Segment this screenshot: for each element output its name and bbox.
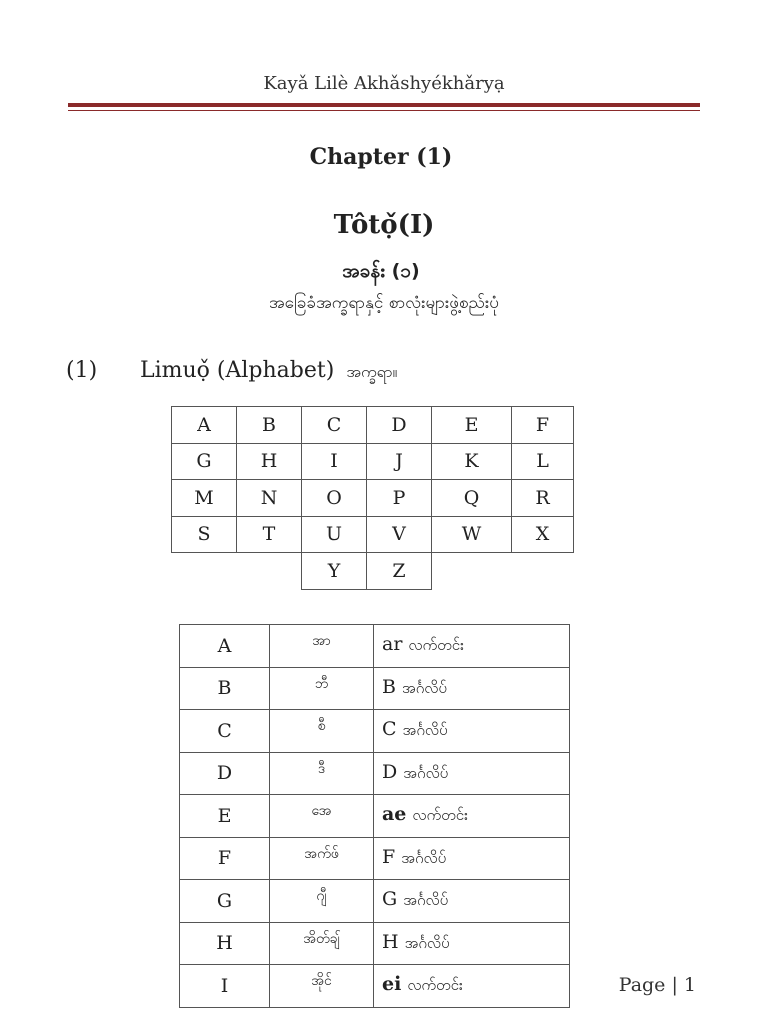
alphabet-cell: Q [432,480,512,517]
sound-note: အင်္ဂလိပ် [401,678,447,697]
alphabet-row [172,443,574,480]
sound-note: အင်္ဂလိပ် [403,763,449,782]
myanmar-heading: အခန်း (၁) [342,260,420,282]
page-number: Page | 1 [618,974,696,996]
alphabet-table [171,406,574,590]
alphabet-cell: H [237,443,302,480]
letter-cell: G [180,880,270,923]
alphabet-cell: D [367,407,432,444]
pronunciation-row [180,625,570,668]
alphabet-cell: V [367,516,432,553]
letter-cell: C [180,710,270,753]
sound-note: အင်္ဂလိပ် [403,891,449,910]
sound-latin: H [382,930,399,953]
myanmar-name-cell: ဘီ [270,667,374,710]
chapter-title: Chapter (1) [309,144,453,170]
alphabet-cell: G [172,443,237,480]
sound-cell [374,795,570,838]
alphabet-cell: T [237,516,302,553]
alphabet-row [172,480,574,517]
sound-cell [374,710,570,753]
alphabet-cell: U [302,516,367,553]
pronunciation-row [180,965,570,1008]
sound-latin: G [382,888,398,911]
pronunciation-row [180,710,570,753]
sound-note: လက်တင်း [407,976,463,995]
letter-cell: H [180,922,270,965]
alphabet-cell: S [172,516,237,553]
alphabet-row [172,407,574,444]
sound-latin: B [382,675,396,698]
pronunciation-row [180,752,570,795]
sound-cell [374,837,570,880]
section-number: (1) [66,358,98,383]
alphabet-cell: O [302,480,367,517]
letter-cell: E [180,795,270,838]
alphabet-cell: B [237,407,302,444]
myanmar-name-cell: အိုင် [270,965,374,1008]
alphabet-cell: N [237,480,302,517]
sound-cell [374,880,570,923]
myanmar-name-cell: အေ [270,795,374,838]
lesson-title: Tôtọ̌(I) [333,210,435,240]
myanmar-name-cell: အက်ဖ် [270,837,374,880]
alphabet-cell: C [302,407,367,444]
pronunciation-row [180,880,570,923]
alphabet-cell: J [367,443,432,480]
sound-latin: ae [382,803,407,826]
sound-cell [374,667,570,710]
sound-latin: D [382,760,398,783]
section-myanmar: အက္ခရာ။ [346,362,398,381]
sound-note: အင်္ဂလိပ် [404,933,450,952]
sound-latin: C [382,718,397,741]
myanmar-name-cell: စီ [270,710,374,753]
alphabet-cell: R [512,480,574,517]
sound-cell [374,922,570,965]
alphabet-cell: P [367,480,432,517]
header-rule-thick [68,103,700,107]
letter-cell: D [180,752,270,795]
myanmar-name-cell: ဂျီ [270,880,374,923]
pronunciation-row [180,922,570,965]
alphabet-cell: X [512,516,574,553]
sound-latin: ei [382,973,402,996]
pronunciation-row [180,795,570,838]
sound-latin: ar [382,633,403,656]
letter-cell: F [180,837,270,880]
sound-cell [374,625,570,668]
sound-cell [374,965,570,1008]
sound-note: အင်္ဂလိပ် [401,848,447,867]
sound-note: လက်တင်း [412,806,468,825]
running-header: Kayǎ Lilè Akhǎshyékhǎryạ [263,73,505,94]
alphabet-cell: Z [367,553,432,590]
alphabet-row [172,553,574,590]
alphabet-cell: M [172,480,237,517]
alphabet-cell: F [512,407,574,444]
alphabet-empty-cell [237,553,302,590]
letter-cell: I [180,965,270,1008]
header-rule-thin [68,110,700,111]
alphabet-cell: Y [302,553,367,590]
alphabet-cell: I [302,443,367,480]
myanmar-name-cell: ဒီ [270,752,374,795]
alphabet-cell: A [172,407,237,444]
pronunciation-row [180,837,570,880]
pronunciation-row [180,667,570,710]
sound-note: အင်္ဂလိပ် [402,721,448,740]
sound-cell [374,752,570,795]
alphabet-cell: L [512,443,574,480]
alphabet-cell: W [432,516,512,553]
letter-cell: B [180,667,270,710]
alphabet-empty-cell [512,553,574,590]
section-heading [66,358,397,385]
alphabet-row [172,516,574,553]
myanmar-name-cell: အာ [270,625,374,668]
myanmar-name-cell: အိတ်ချ် [270,922,374,965]
alphabet-cell: K [432,443,512,480]
alphabet-cell: E [432,407,512,444]
myanmar-subheading: အခြေခံအက္ခရာနှင့် စာလုံးများဖွဲ့စည်းပုံ [269,293,499,313]
sound-latin: F [382,845,396,868]
alphabet-empty-cell [432,553,512,590]
section-title: Limuọ̌ (Alphabet) [140,358,335,383]
letter-cell: A [180,625,270,668]
alphabet-empty-cell [172,553,237,590]
sound-note: လက်တင်း [408,636,464,655]
pronunciation-table [179,624,570,1008]
